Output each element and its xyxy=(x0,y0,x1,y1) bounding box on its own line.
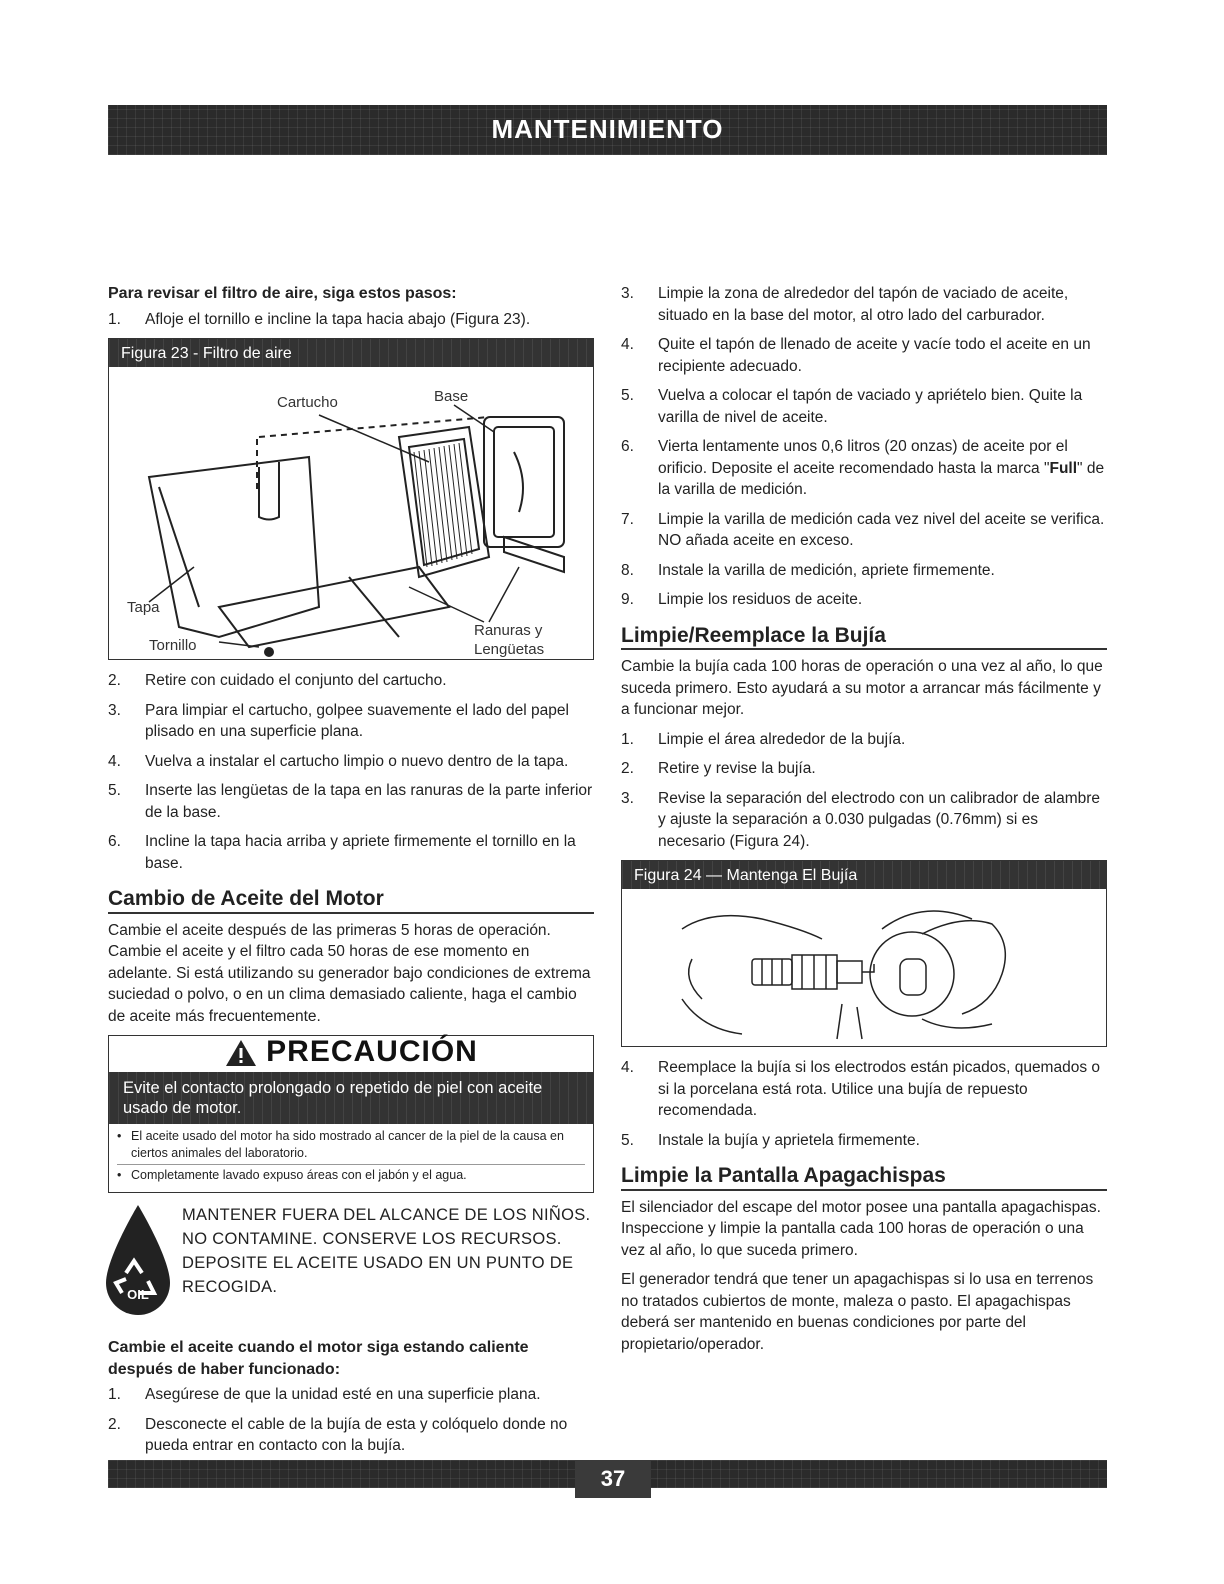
air-filter-illustration xyxy=(109,367,593,657)
steps-d xyxy=(621,283,1107,611)
label-base: Base xyxy=(434,388,469,405)
spark-plug-heading: Limpie/Reemplace la Bujía xyxy=(621,625,1107,651)
spark-arrester-p1: El silenciador del escape del motor posee una pantalla apagachispas. Inspeccione y limpie la pantalla cada 100 horas de operación o una vez al año, lo que suceda primero. xyxy=(621,1198,1101,1259)
recycle-notice xyxy=(108,1203,594,1323)
warning-triangle-icon xyxy=(224,1038,258,1068)
label-tapa: Tapa xyxy=(127,599,160,616)
step-item: 5. Inserte las lengüetas de la tapa en las ranuras de la parte inferior de la base. xyxy=(108,782,593,821)
recycle-line: NO CONTAMINE. CONSERVE LOS RECURSOS. xyxy=(182,1230,562,1248)
caution-bullet: • El aceite usado del motor ha sido mostrado al cancer de la piel de la causa en ciertos animales del laboratorio. xyxy=(117,1128,585,1165)
hot-oil-heading: Cambie el aceite cuando el motor siga estando caliente después de haber funcionado: xyxy=(108,1339,529,1378)
step-item: 3. Revise la separación del electrodo con un calibrador de alambre y ajuste la separación a 0.030 pulgadas (0.76mm) si es necesario (Figura 24). xyxy=(621,789,1101,850)
page-number: 37 xyxy=(575,1460,651,1498)
steps-e xyxy=(621,729,1107,853)
header-band xyxy=(108,105,1107,155)
figure-23-caption: Figura 23 - Filtro de aire xyxy=(109,339,593,367)
recycle-line: MANTENER FUERA DEL ALCANCE DE LOS NIÑOS. xyxy=(182,1206,591,1224)
step-item: 2. Retire con cuidado el conjunto del cartucho. xyxy=(108,672,447,689)
caution-box xyxy=(108,1035,594,1193)
step-item: 5. Vuelva a colocar el tapón de vaciado y apriételo bien. Quite la varilla de nivel de aceite. xyxy=(621,387,1083,426)
oil-change-paragraph: Cambie el aceite después de las primeras 5 horas de operación. Cambie el aceite y el filtro cada 50 horas de ese momento en adelante. Si está utilizando su generador bajo condiciones de extrema suciedad o polvo, o en un clima demasiado caliente, haga el cambio de aceite más frecuentemente. xyxy=(108,921,591,1025)
oil-drop-recycle-icon xyxy=(98,1203,178,1323)
step-item: 2. Desconecte el cable de la bujía de esta y colóquelo donde no pueda entrar en contacto con la bujía. xyxy=(108,1415,568,1454)
steps-a xyxy=(108,309,594,331)
step-item: 2. Retire y revise la bujía. xyxy=(621,760,816,777)
right-column xyxy=(621,283,1107,1363)
step-item: 3. Limpie la zona de alrededor del tapón de vaciado de aceite, situado en la base del motor, al otro lado del carburador. xyxy=(621,285,1069,324)
step-item: 4. Quite el tapón de llenado de aceite y vacíe todo el aceite en un recipiente adecuado. xyxy=(621,336,1091,375)
spark-plug-illustration xyxy=(622,889,1106,1044)
label-lenguetas: Lengüetas xyxy=(474,641,545,657)
oil-change-heading: Cambio de Aceite del Motor xyxy=(108,888,594,914)
step-item: 7. Limpie la varilla de medición cada vez nivel del aceite se verifica. NO añada aceite en exceso. xyxy=(621,510,1105,549)
caution-title-row xyxy=(109,1036,593,1072)
figure-24 xyxy=(621,860,1107,1047)
air-filter-heading: Para revisar el filtro de aire, siga estos pasos: xyxy=(108,285,457,302)
step-item: 5. Instale la bujía y aprietela firmemente. xyxy=(621,1131,920,1149)
steps-c xyxy=(108,1384,594,1457)
figure-23 xyxy=(108,338,594,660)
spark-plug-paragraph: Cambie la bujía cada 100 horas de operación o una vez al año, lo que suceda primero. Esto ayudará a su motor a arrancar más fácilmente y a funcionar mejor. xyxy=(621,658,1103,718)
recycle-line: DEPOSITE EL ACEITE USADO EN UN PUNTO DE xyxy=(182,1254,574,1272)
step-item: 9. Limpie los residuos de aceite. xyxy=(621,591,863,608)
step-item: 3. Para limpiar el cartucho, golpee suavemente el lado del papel plisado en una superficie plana. xyxy=(108,701,569,740)
caution-title: PRECAUCIÓN xyxy=(266,1034,478,1068)
figure-24-caption: Figura 24 — Mantenga El Bujía xyxy=(622,861,1106,889)
spark-arrester-p2: El generador tendrá que tener un apagachispas si lo usa en terrenos no tratados cubiertos de monte, maleza o pasto. El apagachispas deberá ser mantenido en buenas condiciones por parte del propietario/operador. xyxy=(621,1271,1094,1353)
caution-bullet: • Completamente lavado expuso áreas con el jabón y el agua. xyxy=(117,1168,467,1182)
spark-arrester-heading: Limpie la Pantalla Apagachispas xyxy=(621,1165,1107,1191)
recycle-text xyxy=(182,1203,590,1299)
recycle-line: RECOGIDA. xyxy=(182,1278,278,1296)
label-cartucho: Cartucho xyxy=(277,394,338,411)
step-item: 4. Vuelva a instalar el cartucho limpio o nuevo dentro de la tapa. xyxy=(108,752,569,770)
step-item: 1. Asegúrese de que la unidad esté en una superficie plana. xyxy=(108,1386,541,1403)
step-item: 8. Instale la varilla de medición, apriete firmemente. xyxy=(621,561,995,579)
step-item: 1. Afloje el tornillo e incline la tapa hacia abajo (Figura 23). xyxy=(108,310,531,328)
steps-b xyxy=(108,670,594,874)
step-item: 1. Limpie el área alrededor de la bujía. xyxy=(621,730,906,748)
step-item: 6. Incline la tapa hacia arriba y apriete firmemente el tornillo en la base. xyxy=(108,833,576,872)
steps-f xyxy=(621,1057,1107,1151)
oil-label: OIL xyxy=(127,1287,149,1302)
caution-bullets xyxy=(109,1124,593,1192)
step-item: 6. Vierta lentamente unos 0,6 litros (20 onzas) de aceite por el orificio. Deposite el aceite recomendado hasta la marca "Full" de la varilla de medición. xyxy=(621,438,1105,498)
left-column xyxy=(108,283,594,1465)
caution-bar: Evite el contacto prolongado o repetido de piel con aceite usado de motor. xyxy=(109,1072,593,1124)
label-ranuras: Ranuras y xyxy=(474,622,543,639)
label-tornillo: Tornillo xyxy=(149,637,197,654)
step-item: 4. Reemplace la bujía si los electrodos están picados, quemados o si la porcelana está rota. Utilice una bujía de repuesto recomendada. xyxy=(621,1059,1101,1119)
page-title: MANTENIMIENTO xyxy=(491,114,724,144)
